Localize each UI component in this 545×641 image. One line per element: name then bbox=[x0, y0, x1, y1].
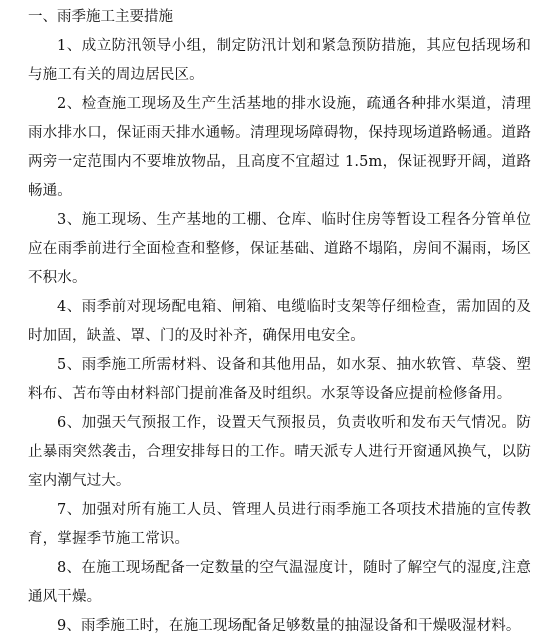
paragraph-4: 4、雨季前对现场配电箱、闸箱、电缆临时支架等仔细检查，需加固的及时加固，缺盖、罩、门的及时补齐，确保用电安全。 bbox=[28, 299, 531, 344]
paragraph-7: 7、加强对所有施工人员、管理人员进行雨季施工各项技术措施的宣传教育，掌握季节施工常识。 bbox=[28, 502, 531, 547]
paragraph-6: 6、加强天气预报工作，设置天气预报员，负责收听和发布天气情况。防止暴雨突然袭击，合理安排每日的工作。晴天派专人进行开窗通风换气，以防室内潮气过大。 bbox=[28, 415, 531, 489]
paragraph-5: 5、雨季施工所需材料、设备和其他用品，如水泵、抽水软管、草袋、塑料布、苫布等由材料部门提前准备及时组织。水泵等设备应提前检修备用。 bbox=[28, 357, 531, 402]
paragraph-3: 3、施工现场、生产基地的工棚、仓库、临时住房等暂设工程各分管单位应在雨季前进行全面检查和整修，保证基础、道路不塌陷，房间不漏雨，场区不积水。 bbox=[28, 212, 531, 286]
paragraph-9: 9、雨季施工时，在施工现场配备足够数量的抽湿设备和干燥吸湿材料。 bbox=[57, 618, 521, 634]
paragraph-2: 2、检查施工现场及生产生活基地的排水设施，疏通各种排水渠道，清理雨水排水口，保证雨天排水通畅。清理现场障碍物，保持现场道路畅通。道路两旁一定范围内不要堆放物品，且高度不宜超过 1.5m，保证视野开阔，道路畅通。 bbox=[28, 96, 531, 199]
paragraph-1: 1、成立防汛领导小组，制定防汛计划和紧急预防措施，其应包括现场和与施工有关的周边居民区。 bbox=[28, 38, 531, 83]
paragraph-8: 8、在施工现场配备一定数量的空气温湿度计，随时了解空气的湿度,注意通风干燥。 bbox=[28, 560, 531, 605]
section-heading: 一、雨季施工主要措施 bbox=[28, 9, 173, 25]
